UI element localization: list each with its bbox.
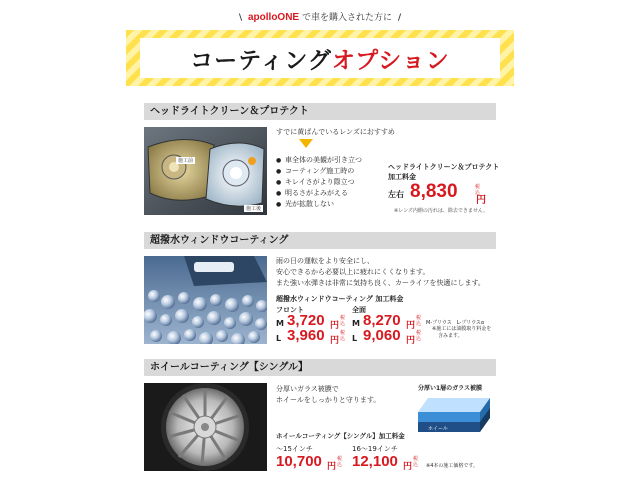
all-m-tax: 税込: [416, 315, 422, 327]
before-tag: 施工前: [178, 158, 194, 164]
window-desc-3: また強い水弾きは非常に気持ち良く、カーライフを快適にします。: [276, 279, 485, 287]
wheel-price-2: 12,100: [352, 453, 398, 470]
headlight-yen: 円: [476, 195, 486, 206]
glass-layer-diagram: [414, 392, 496, 438]
window-price-title: 超撥水ウィンドウコーティング 加工料金: [276, 295, 404, 303]
headlight-lead: すでに黄ばんでいるレンズにおすすめ: [276, 128, 395, 136]
all-m-yen: 円: [406, 320, 416, 330]
title-band: [126, 30, 514, 86]
wheel-price-title: ホイールコーティング【シングル】加工料金: [276, 432, 405, 440]
slash-right: /: [397, 13, 402, 23]
arrow-down-icon: [299, 139, 313, 148]
page-title: [140, 38, 500, 78]
brand-name: apolloONE: [247, 12, 300, 23]
wheel-size-2: 16〜19インチ: [352, 445, 398, 453]
headlight-note: ※レンズ内側の汚れは、除去できません。: [394, 208, 489, 214]
all-l-label: L: [352, 334, 358, 343]
wheel-price-2-tax: 税込: [413, 456, 419, 468]
intro-text: で車を購入された方に: [301, 13, 392, 23]
size-m-label: M: [276, 319, 284, 328]
window-section-heading: 超撥水ウィンドウコーティング: [144, 232, 496, 249]
benefit-item: ● 車全体の美観が引き立つ: [276, 155, 362, 166]
headlight-tax: 税込: [475, 184, 481, 196]
wheel-desc-2: ホイールをしっかりと守ります。: [276, 396, 381, 404]
window-desc-1: 雨の日の運転をより安全にし、: [276, 257, 374, 265]
headlight-photo: [144, 127, 267, 215]
front-label: フロント: [276, 306, 304, 314]
benefit-item: ● 明るさがよみがえる: [276, 188, 362, 199]
title-black: コーティング: [190, 47, 332, 74]
all-label: 全面: [352, 306, 366, 314]
title-red: オプション: [331, 47, 450, 74]
wheel-price-1-yen: 円: [327, 461, 337, 471]
wheel-size-1: 〜15インチ: [276, 445, 313, 453]
wheel-image: [144, 383, 267, 471]
headlight-price: 8,830: [410, 181, 458, 202]
size-note: M-プリウス L-プリウスα: [426, 320, 485, 326]
glass-layer-icon: [414, 392, 496, 438]
front-l-price: 3,960: [287, 327, 325, 344]
wheel-price-2-yen: 円: [403, 461, 413, 471]
wheel-price-1-tax: 税込: [337, 456, 343, 468]
size-l-label: L: [276, 334, 282, 343]
window-note-1: ※施工には油膜取り料金を: [432, 326, 492, 332]
front-m-tax: 税込: [340, 315, 346, 327]
slash-left: \: [238, 13, 243, 23]
all-l-price: 9,060: [363, 327, 401, 344]
headlight-price-sub: 加工料金: [388, 173, 416, 181]
benefit-item: ● 光が拡散しない: [276, 199, 362, 210]
diagram-label: ホイール: [428, 426, 448, 432]
intro-line: [126, 10, 514, 23]
window-desc-2: 安心できるから必要以上に疲れにくくなります。: [276, 268, 430, 276]
all-m-label: M: [352, 319, 360, 328]
headlight-image: [144, 127, 267, 215]
after-tag: 施工後: [246, 206, 262, 212]
front-m-yen: 円: [330, 320, 340, 330]
all-l-yen: 円: [406, 335, 416, 345]
all-l-tax: 税込: [416, 330, 422, 342]
wheel-photo: [144, 383, 267, 471]
coating-options-flyer: [126, 0, 514, 480]
wheel-note: ※4本の施工価格です。: [426, 463, 478, 469]
headlight-benefits: [276, 155, 362, 210]
wheel-desc-1: 分厚いガラス被膜で: [276, 385, 339, 393]
wheel-section-heading: ホイールコーティング【シングル】: [144, 359, 496, 376]
water-drops-image: [144, 256, 267, 344]
benefit-item: ● コーティング施工時の: [276, 166, 362, 177]
headlight-section-heading: ヘッドライトクリーン＆プロテクト: [144, 103, 496, 120]
benefit-item-cont: ● キレイさがより際立つ: [276, 177, 362, 188]
window-note-2: 含みます。: [438, 333, 463, 339]
front-m-price: 3,720: [287, 312, 325, 329]
diagram-title: 分厚い1層のガラス被膜: [418, 385, 482, 392]
all-m-price: 8,270: [363, 312, 401, 329]
headlight-price-title: ヘッドライトクリーン＆プロテクト: [388, 163, 500, 171]
front-l-tax: 税込: [340, 330, 346, 342]
wheel-price-1: 10,700: [276, 453, 322, 470]
front-l-yen: 円: [330, 335, 340, 345]
window-photo: [144, 256, 267, 344]
headlight-side-label: 左右: [388, 190, 404, 199]
